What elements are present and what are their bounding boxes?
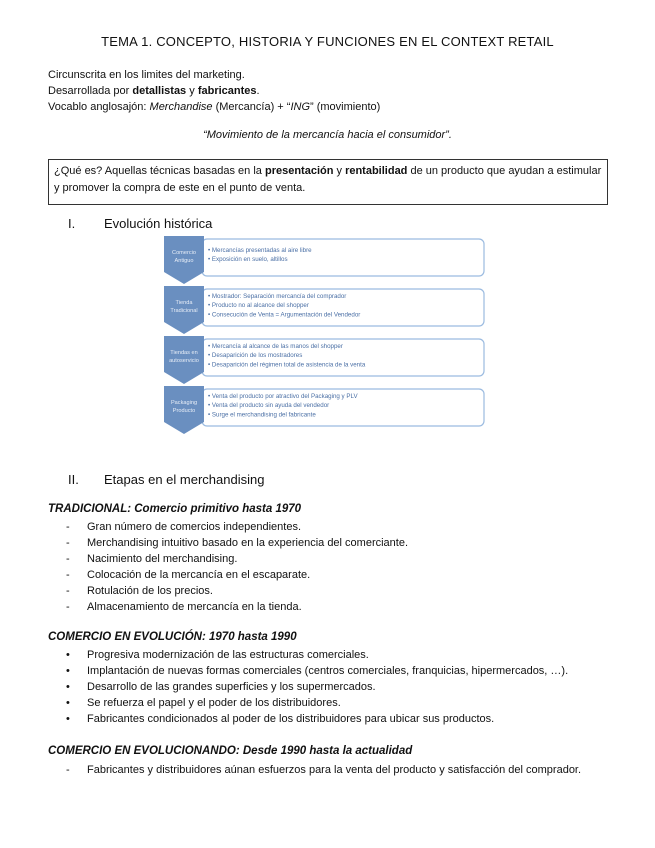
list-item-text: Nacimiento del merchandising. [87, 553, 238, 565]
list-marker: - [66, 537, 70, 549]
list-marker: - [66, 601, 70, 613]
stage-bullet: • Exposición en suelo, altillos [208, 256, 288, 264]
list-item [66, 647, 568, 663]
list-item-text: Implantación de nuevas formas comerciales (centros comerciales, franquicias, hipermercados, …). [87, 665, 569, 677]
intro-line-3: Vocablo anglosajón: Merchandise (Mercancía) + “ING” (movimiento) [48, 101, 381, 113]
stage-bullet: • Mercancía al alcance de las manos del shopper [208, 343, 343, 350]
section-heading-1: I. Evolución histórica [68, 216, 213, 231]
list-item-text: Fabricantes condicionados al poder de los distribuidores para ubicar sus productos. [87, 713, 495, 725]
intro-line-1: Circunscrita en los limites del marketing. [48, 69, 245, 81]
stage-bullet: • Mostrador: Separación mercancía del comprador [208, 293, 347, 300]
list-item [66, 695, 568, 711]
list-item-text: Desarrollo de las grandes superficies y los supermercados. [87, 681, 376, 693]
stage-bullet: • Mercancías presentadas al aire libre [208, 247, 312, 254]
list-item [66, 567, 408, 583]
list-item [66, 711, 568, 727]
list-item [66, 679, 568, 695]
stage-label: Antiguo [174, 258, 194, 264]
stage-label: Tienda [175, 300, 193, 306]
list-marker: • [66, 649, 70, 661]
stage-bullet: • Producto no al alcance del shopper [208, 302, 309, 310]
quote: “Movimiento de la mercancía hacia el consumidor”. [203, 129, 452, 141]
stage-bullet: • Surge el merchandising del fabricante [208, 411, 316, 419]
list-marker: - [66, 521, 70, 533]
intro-line-2: Desarrollada por detallistas y fabricantes. [48, 85, 260, 97]
list-marker: • [66, 665, 70, 677]
stage-bullet: • Venta del producto por atractivo del Packaging y PLV [208, 393, 358, 400]
list-item-text: Rotulación de los precios. [87, 585, 213, 597]
stage-label: Tradicional [170, 308, 198, 314]
stage-label: Packaging [170, 400, 198, 406]
page-title: TEMA 1. CONCEPTO, HISTORIA Y FUNCIONES EN EL CONTEXT RETAIL [101, 34, 554, 49]
stage-label: Comercio [172, 250, 196, 256]
stage-label: Producto [172, 408, 196, 414]
list-item-text: Fabricantes y distribuidores aúnan esfuerzos para la venta del producto y satisfacción del comprador. [87, 764, 582, 776]
list-item-text: Colocación de la mercancía en el escaparate. [87, 569, 311, 581]
subheading-evolucion: COMERCIO EN EVOLUCIÓN: 1970 hasta 1990 [48, 631, 297, 643]
list-marker: • [66, 681, 70, 693]
stage-bullet: • Desaparición de los mostradores [208, 352, 303, 360]
stage-bullet: • Consecución de Venta = Argumentación del Vendedor [208, 311, 361, 319]
list-item [66, 535, 408, 551]
list-tradicional [66, 519, 408, 615]
definition-box: ¿Qué es? Aquellas técnicas basadas en la presentación y rentabilidad de un producto que ayudan a estimular y promover la compra de este en el punto de venta. [48, 159, 608, 205]
subheading-tradicional: TRADICIONAL: Comercio primitivo hasta 1970 [48, 503, 302, 515]
list-item [66, 519, 408, 535]
stage-bullet: • Venta del producto sin ayuda del vendedor [208, 402, 330, 410]
list-item-text: Gran número de comercios independientes. [87, 521, 302, 533]
section-heading-2: II. Etapas en el merchandising [68, 472, 265, 487]
list-item [66, 551, 408, 567]
list-marker: - [66, 553, 70, 565]
list-item [66, 762, 587, 778]
list-marker: • [66, 713, 70, 725]
list-marker: - [66, 764, 70, 776]
historical-evolution-diagram [160, 236, 490, 456]
list-item-text: Se refuerza el papel y el poder de los distribuidores. [87, 697, 341, 709]
list-item-text: Almacenamiento de mercancía en la tienda. [87, 601, 302, 613]
list-evolucionando [66, 762, 587, 778]
stage-bullet: • Desaparición del régimen total de asistencia de la venta [208, 361, 366, 369]
intro-block [48, 67, 380, 115]
list-marker: • [66, 697, 70, 709]
stage-label: autoservicio [169, 358, 199, 364]
list-item-text: Merchandising intuitivo basado en la experiencia del comerciante. [87, 537, 409, 549]
list-marker: - [66, 569, 70, 581]
list-item [66, 663, 568, 679]
list-item-text: Progresiva modernización de las estructuras comerciales. [87, 649, 369, 661]
list-item [66, 599, 408, 615]
list-marker: - [66, 585, 70, 597]
list-item [66, 583, 408, 599]
list-evolucion [66, 647, 568, 727]
stage-label: Tiendas en [170, 350, 198, 356]
subheading-evolucionando: COMERCIO EN EVOLUCIONANDO: Desde 1990 hasta la actualidad [48, 745, 413, 757]
